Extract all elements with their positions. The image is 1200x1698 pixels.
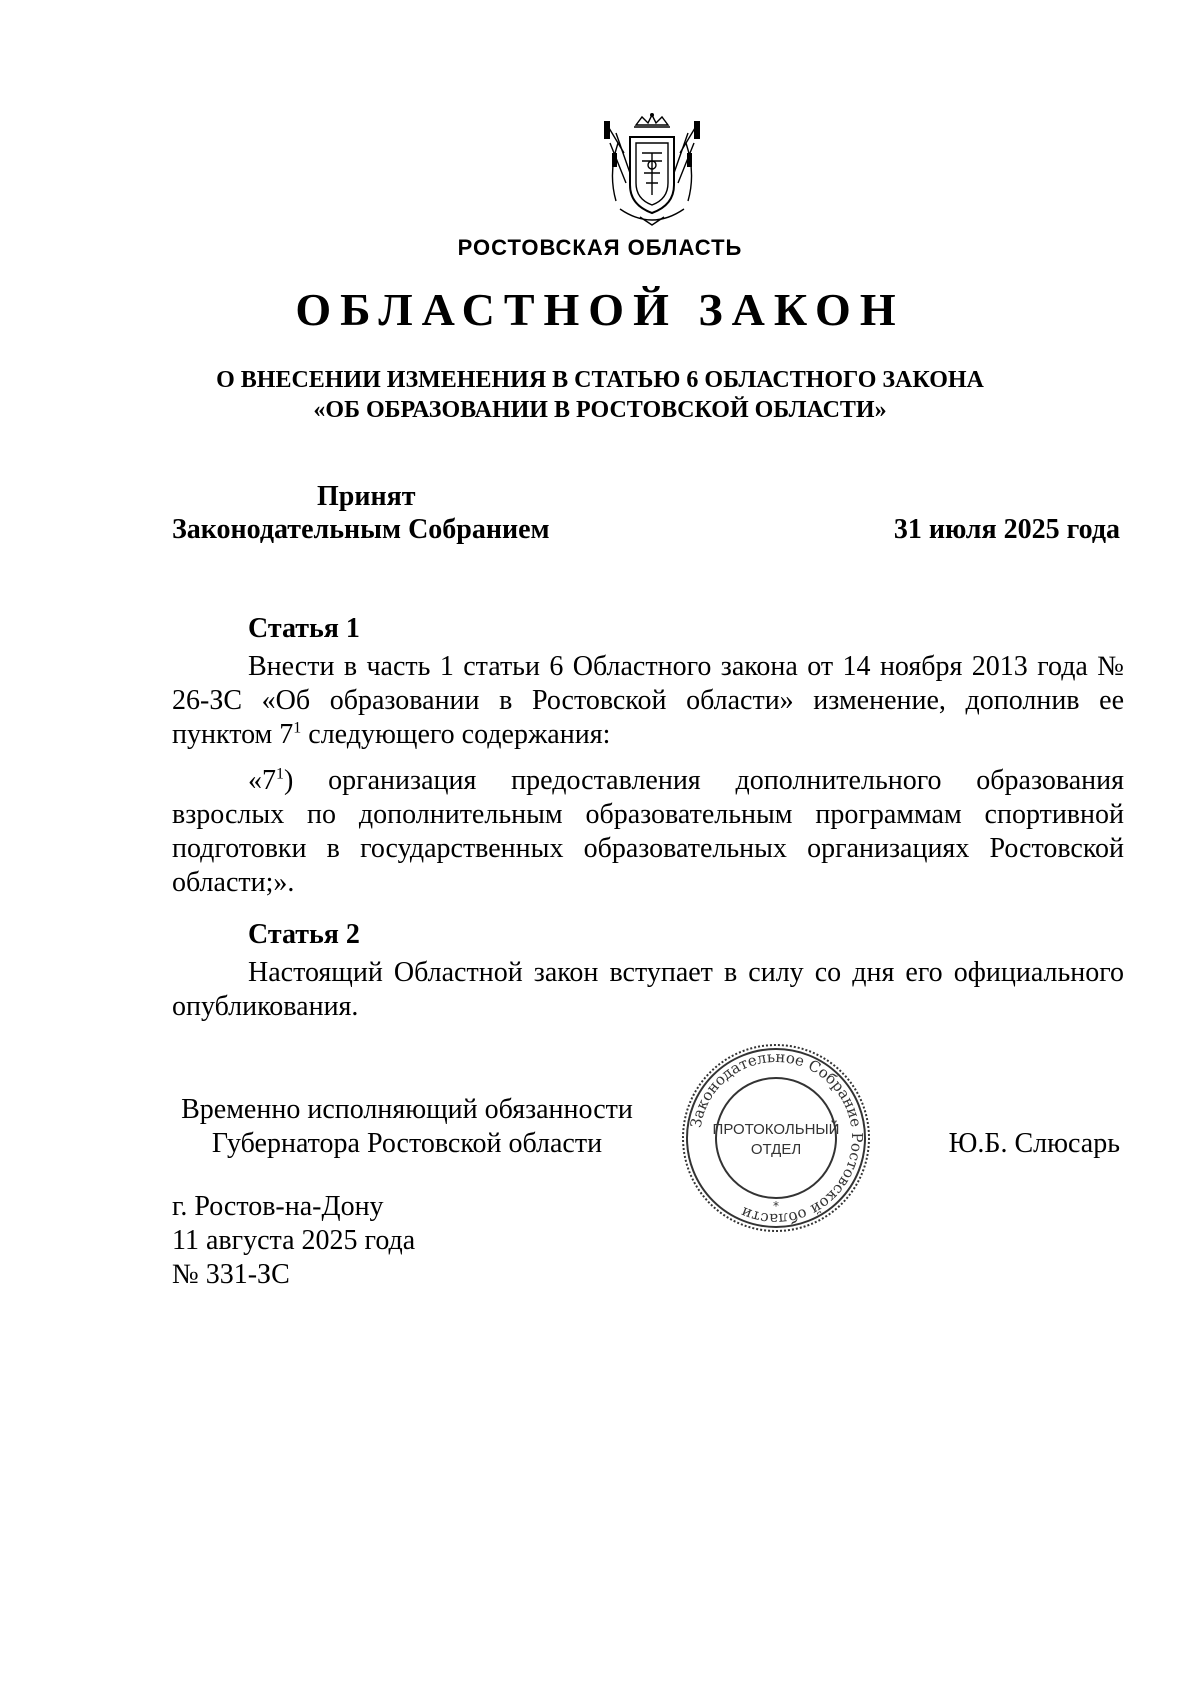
coat-of-arms-icon <box>596 113 708 235</box>
stamp-center-line-1: ПРОТОКОЛЬНЫЙ <box>712 1121 840 1138</box>
signatory-position-line-1: Временно исполняющий обязанности <box>181 1094 633 1125</box>
adopted-by: Законодательным Собранием <box>172 514 550 545</box>
signatory-position-line-2: Губернатора Ростовской области <box>211 1128 603 1159</box>
article-1-heading: Статья 1 <box>248 613 360 644</box>
official-stamp <box>678 1040 874 1236</box>
law-title-line-1: О ВНЕСЕНИИ ИЗМЕНЕНИЯ В СТАТЬЮ 6 ОБЛАСТНОГО ЗАКОНА <box>216 367 984 393</box>
signing-city: г. Ростов-на-Дону <box>172 1191 384 1222</box>
region-name: РОСТОВСКАЯ ОБЛАСТЬ <box>457 235 743 260</box>
document-type: ОБЛАСТНОЙ ЗАКОН <box>295 284 905 335</box>
stamp-star-icon: * <box>773 1199 779 1213</box>
adopted-label: Принят <box>317 481 416 512</box>
signing-date: 11 августа 2025 года <box>172 1225 416 1256</box>
law-title <box>0 365 1200 425</box>
article-1-paragraph-2: «$7^1$) организация предоставления дополнительного образования взрослых по дополнительным образовательным программам спортивной подготовки в государственных образовательных организациях Ростовской области;». <box>172 765 1124 898</box>
article-2-paragraph: Настоящий Областной закон вступает в силу со дня его официального опубликования. <box>172 957 1124 1022</box>
article-1-paragraph-1: Внести в часть 1 статьи 6 Областного закона от 14 ноября 2013 года № 26-ЗС «Об образовании в Ростовской области» изменение, дополнив ее пунктом $7^1$ следующего содержания: <box>172 651 1124 750</box>
law-number: № 331-ЗС <box>172 1259 290 1290</box>
stamp-center-line-2: ОТДЕЛ <box>750 1141 802 1158</box>
signatory-position <box>172 1093 642 1161</box>
article-2-heading: Статья 2 <box>248 919 360 950</box>
signatory-name: Ю.Б. Слюсарь <box>948 1128 1120 1159</box>
footer <box>172 1190 415 1292</box>
stamp-ring-text: Законодательное Собрание Ростовской области <box>686 1047 867 1229</box>
law-title-line-2: «ОБ ОБРАЗОВАНИИ В РОСТОВСКОЙ ОБЛАСТИ» <box>313 397 887 423</box>
adoption-date: 31 июля 2025 года <box>893 514 1120 545</box>
